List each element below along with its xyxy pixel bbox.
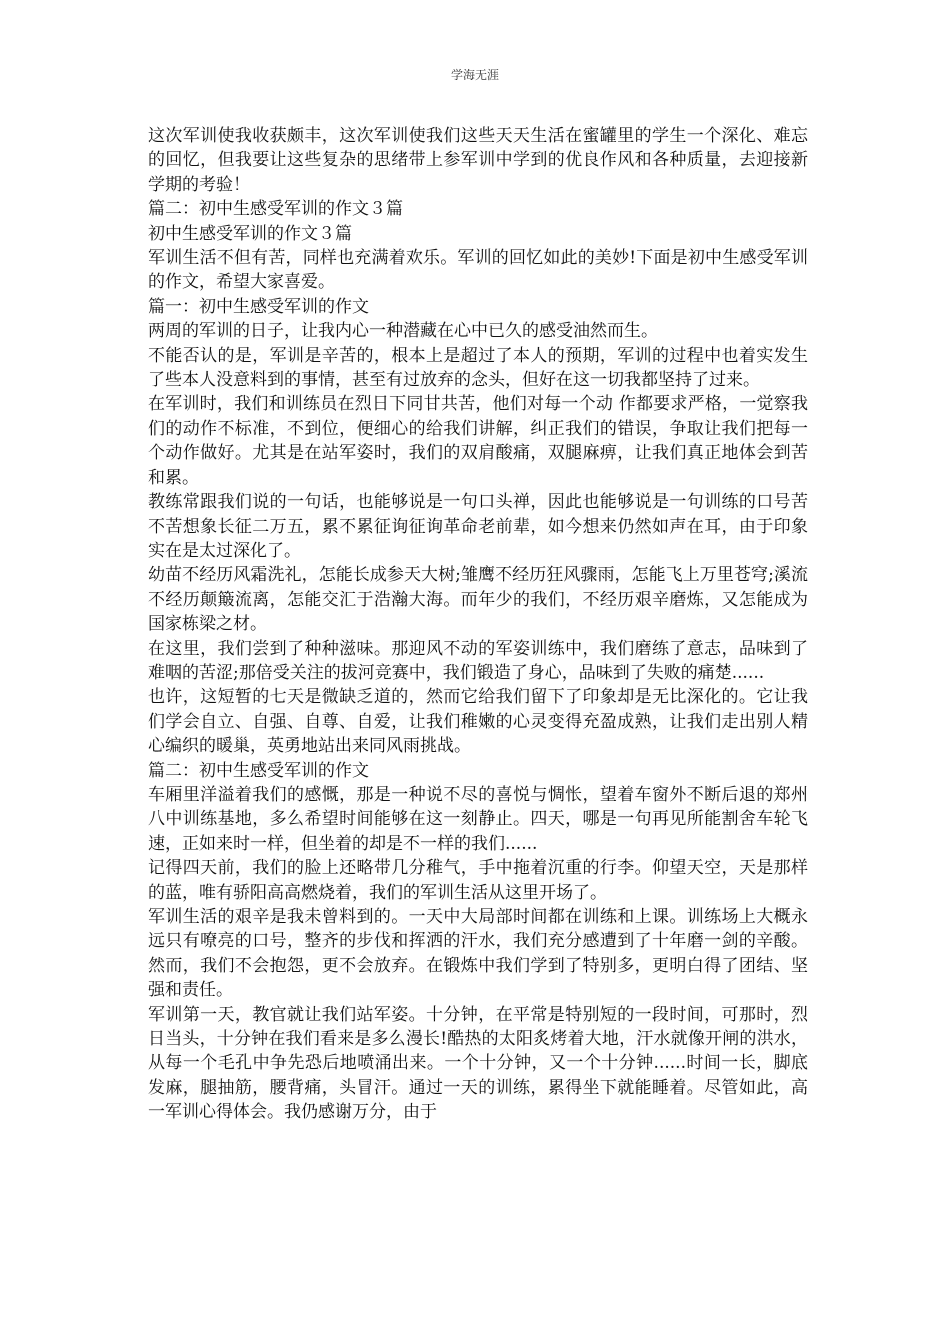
paragraph: 也许，这短暂的七天是微缺乏道的，然而它给我们留下了印象却是无比深化的。它让我们学会自立、自强、自尊、自爱，让我们稚嫩的心灵变得充盈成熟，让我们走出别人精心编织的暖巢，英勇地站出来同风雨挑战。	[148, 687, 808, 757]
paragraph: 军训第一天，教官就让我们站军姿。十分钟，在平常是特别短的一段时间，可那时，烈日当头，十分钟在我们看来是多么漫长!酷热的太阳炙烤着大地，汗水就像开闸的洪水，从每一个毛孔中争先恐后地喷涌出来。一个十分钟，又一个十分钟......时间一长，脚底发麻，腿抽筋，腰背痛，头冒汗。通过一天的训练，累得坐下就能睡着。尽管如此，高一军训心得体会。我仍感谢万分，由于	[148, 1004, 808, 1123]
paragraph: 幼苗不经历风霜洗礼，怎能长成参天大树;雏鹰不经历狂风骤雨，怎能飞上万里苍穹;溪流不经历颠簸流离，怎能交汇于浩瀚大海。而年少的我们，不经历艰辛磨炼，又怎能成为国家栋梁之材。	[148, 565, 808, 635]
paragraph: 在军训时，我们和训练员在烈日下同甘共苦，他们对每一个动 作都要求严格，一觉察我们的动作不标准，不到位，便细心的给我们讲解，纠正我们的错误，争取让我们把每一个动作做好。尤其是在站军姿时，我们的双肩酸痛，双腿麻痹，让我们真正地体会到苦和累。	[148, 394, 808, 488]
document-body	[148, 124, 808, 1125]
paragraph: 教练常跟我们说的一句话，也能够说是一句口头禅，因此也能够说是一句训练的口号苦不苦想象长征二万五，累不累征询征询革命老前辈，如今想来仍然如声在耳，由于印象实在是太过深化了。	[148, 492, 808, 561]
section-heading: 篇二：初中生感受军训的作文３篇	[148, 199, 403, 220]
paragraph: 这次军训使我收获颇丰，这次军训使我们这些天天生活在蜜罐里的学生一个深化、难忘的回忆，但我要让这些复杂的思绪带上参军训中学到的优良作风和各种质量，去迎接新学期的考验！	[148, 126, 808, 195]
paragraph: 车厢里洋溢着我们的感慨，那是一种说不尽的喜悦与惆怅，望着车窗外不断后退的郑州八中训练基地，多么希望时间能够在这一刻静止。四天，哪是一句再见所能割舍车轮飞速，正如来时一样，但坐着的却是不一样的我们......	[148, 784, 808, 854]
section-heading: 篇一：初中生感受军训的作文	[148, 296, 369, 317]
page-header: 学海无涯	[450, 68, 499, 82]
paragraph: 军训生活不但有苦，同样也充满着欢乐。军训的回忆如此的美妙!下面是初中生感受军训的作文，希望大家喜爱。	[148, 248, 808, 293]
paragraph: 不能否认的是，军训是辛苦的，根本上是超过了本人的预期，军训的过程中也着实发生了些本人没意料到的事情，甚至有过放弃的念头，但好在这一切我都坚持了过来。	[148, 345, 808, 391]
article-title: 初中生感受军训的作文３篇	[148, 223, 352, 244]
paragraph: 在这里，我们尝到了种种滋味。那迎风不动的军姿训练中，我们磨练了意志，品味到了难咽的苦涩;那倍受关注的拔河竞赛中，我们锻造了身心，品味到了失败的痛楚......	[148, 638, 808, 683]
paragraph: 记得四天前，我们的脸上还略带几分稚气，手中拖着沉重的行李。仰望天空，天是那样的蓝，唯有骄阳高高燃烧着，我们的军训生活从这里开场了。	[148, 858, 808, 903]
section-heading: 篇二：初中生感受军训的作文	[148, 760, 369, 781]
paragraph: 军训生活的艰辛是我未曾料到的。一天中大局部时间都在训练和上课。训练场上大概永远只有嘹亮的口号，整齐的步伐和挥洒的汗水，我们充分感遭到了十年磨一剑的辛酸。然而，我们不会抱怨，更不会放弃。在锻炼中我们学到了特别多，更明白得了团结、坚强和责任。	[148, 907, 808, 1001]
paragraph: 两周的军训的日子，让我内心一种潜藏在心中已久的感受油然而生。	[148, 321, 658, 342]
